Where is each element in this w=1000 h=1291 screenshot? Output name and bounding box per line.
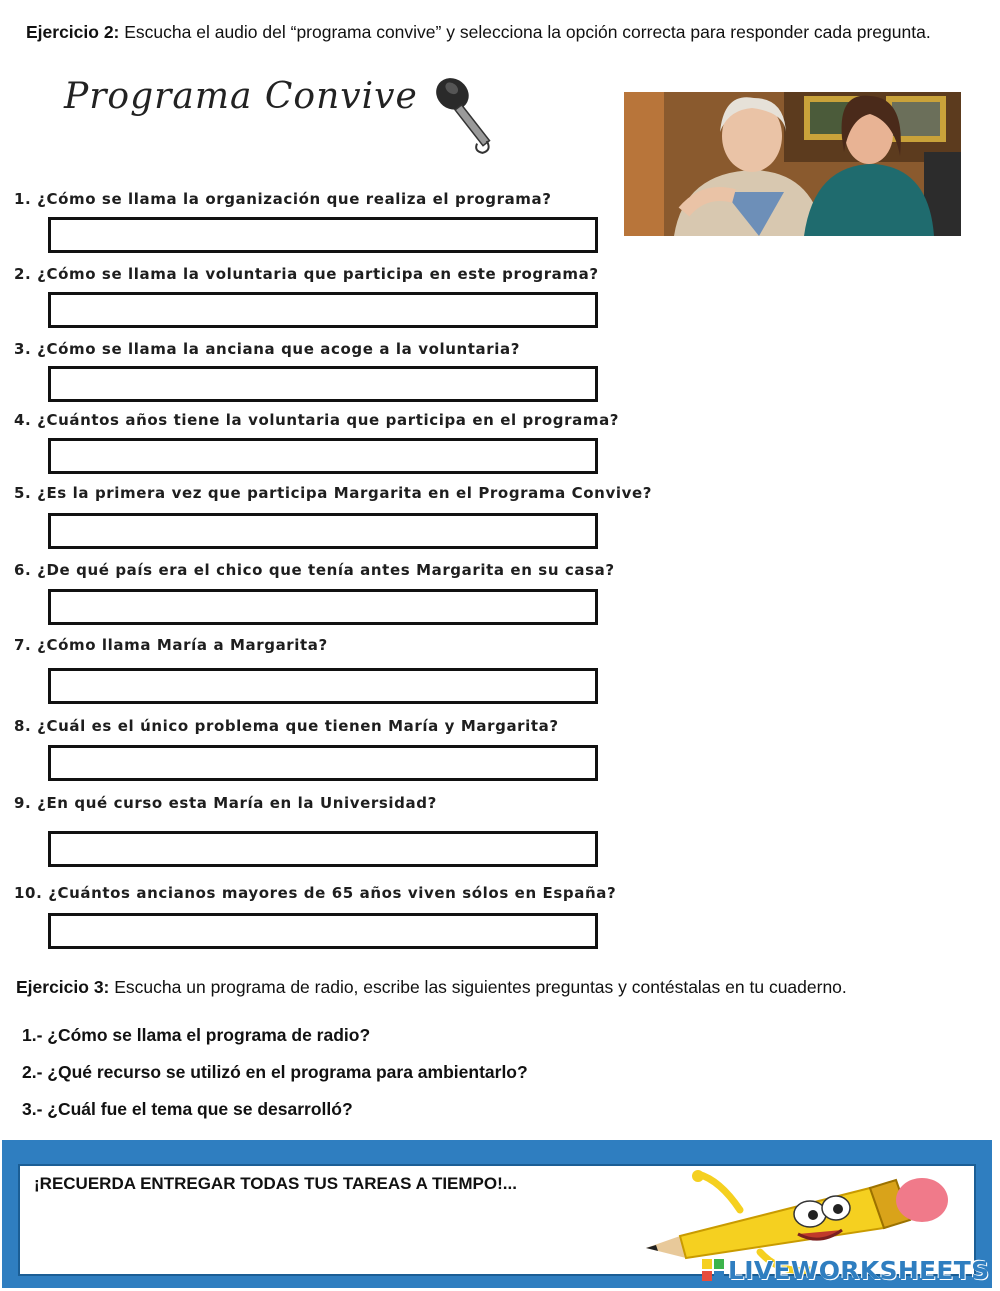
liveworksheets-brand-text: LIVEWORKSHEETS <box>728 1255 990 1285</box>
answer-box-10[interactable] <box>48 913 598 949</box>
question-6: 6. ¿De qué país era el chico que tenía antes Margarita en su casa? <box>14 561 615 579</box>
liveworksheets-logo-icon <box>702 1259 724 1281</box>
elderly-woman-and-volunteer-photo <box>624 92 961 236</box>
exercise-3-label: Ejercicio 3: <box>16 977 110 997</box>
question-8: 8. ¿Cuál es el único problema que tienen María y Margarita? <box>14 717 559 735</box>
answer-box-2[interactable] <box>48 292 598 328</box>
question-5: 5. ¿Es la primera vez que participa Margarita en el Programa Convive? <box>14 484 653 502</box>
question-10: 10. ¿Cuántos ancianos mayores de 65 años viven sólos en España? <box>14 884 617 902</box>
question-3: 3. ¿Cómo se llama la anciana que acoge a la voluntaria? <box>14 340 521 358</box>
exercise-2-text: Escucha el audio del “programa convive” y selecciona la opción correcta para responder cada pregunta. <box>119 22 931 42</box>
answer-box-5[interactable] <box>48 513 598 549</box>
question-2: 2. ¿Cómo se llama la voluntaria que participa en este programa? <box>14 265 599 283</box>
program-title: Programa Convive <box>64 76 418 117</box>
liveworksheets-brand <box>702 1254 989 1286</box>
exercise-3-question-1: 1.- ¿Cómo se llama el programa de radio? <box>22 1025 371 1045</box>
exercise-3-instruction <box>16 977 986 998</box>
answer-box-4[interactable] <box>48 438 598 474</box>
exercise-3-text: Escucha un programa de radio, escribe las siguientes preguntas y contéstalas en tu cuaderno. <box>109 977 847 997</box>
answer-box-1[interactable] <box>48 217 598 253</box>
answer-box-7[interactable] <box>48 668 598 704</box>
answer-box-8[interactable] <box>48 745 598 781</box>
answer-box-6[interactable] <box>48 589 598 625</box>
question-1: 1. ¿Cómo se llama la organización que realiza el programa? <box>14 190 552 208</box>
exercise-3-question-3: 3.- ¿Cuál fue el tema que se desarrolló? <box>22 1099 353 1119</box>
microphone-icon <box>410 74 506 158</box>
question-9: 9. ¿En qué curso esta María en la Universidad? <box>14 794 437 812</box>
exercise-3-question-2: 2.- ¿Qué recurso se utilizó en el programa para ambientarlo? <box>22 1062 528 1082</box>
question-7: 7. ¿Cómo llama María a Margarita? <box>14 636 328 654</box>
exercise-2-instruction <box>26 20 976 44</box>
reminder-text: ¡RECUERDA ENTREGAR TODAS TUS TAREAS A TIEMPO!... <box>34 1174 517 1193</box>
answer-box-9[interactable] <box>48 831 598 867</box>
answer-box-3[interactable] <box>48 366 598 402</box>
question-4: 4. ¿Cuántos años tiene la voluntaria que participa en el programa? <box>14 411 620 429</box>
exercise-2-label: Ejercicio 2: <box>26 22 120 42</box>
